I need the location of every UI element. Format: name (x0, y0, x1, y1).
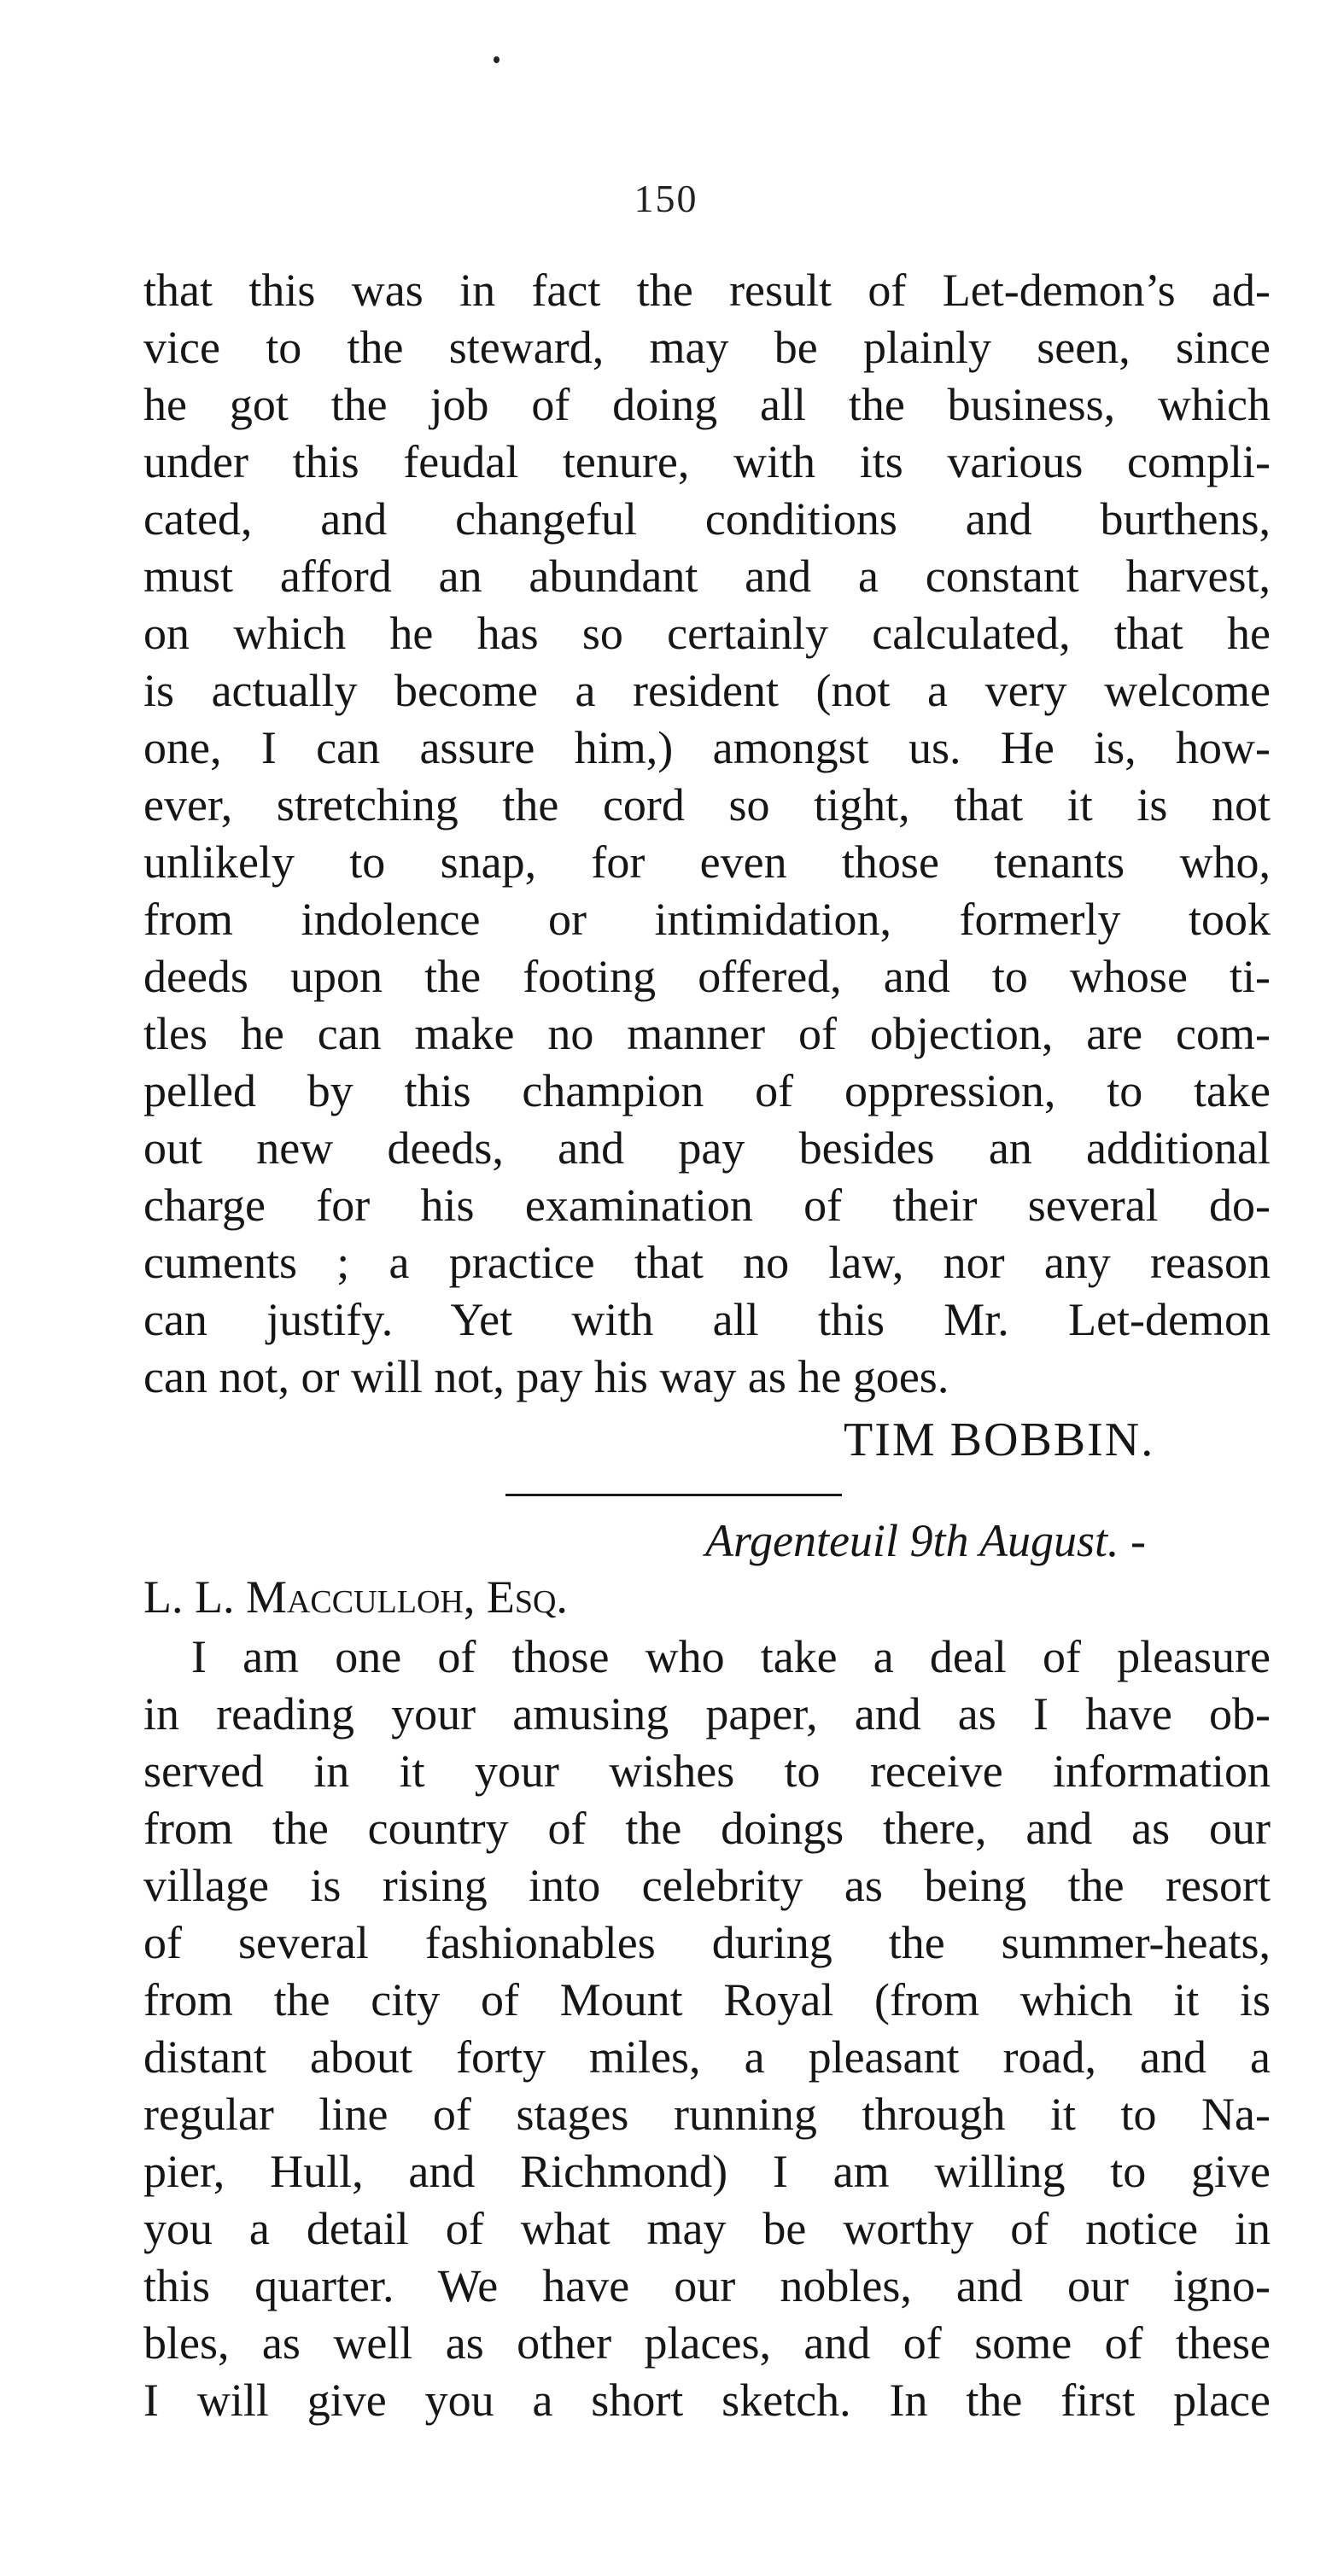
text-line: that this was in fact the result of Let-demon’s ad- (143, 265, 1271, 316)
text-line: of several fashionables during the summer-heats, (143, 1917, 1271, 1968)
page-number: 150 (634, 177, 698, 220)
text-line: regular line of stages running through it to Na- (143, 2089, 1271, 2140)
text-line: this quarter. We have our nobles, and our igno- (143, 2260, 1271, 2311)
text-line: from the country of the doings there, and as our (143, 1803, 1271, 1854)
text-line: can justify. Yet with all this Mr. Let-demon (143, 1294, 1271, 1345)
text-line: in reading your amusing paper, and as I have ob- (143, 1688, 1271, 1740)
text-line: tles he can make no manner of objection, are com- (143, 1008, 1271, 1059)
text-line: bles, as well as other places, and of some of these (143, 2317, 1271, 2369)
text-line: on which he has so certainly calculated, that he (143, 608, 1271, 659)
text-line: pelled by this champion of oppression, to take (143, 1065, 1271, 1116)
ink-speck (494, 56, 500, 63)
text-line: I will give you a short sketch. In the first place (143, 2375, 1271, 2426)
text-line: under this feudal tenure, with its various compli- (143, 436, 1271, 487)
text-line: served in it your wishes to receive information (143, 1746, 1271, 1797)
text-line: vice to the steward, may be plainly seen, since (143, 322, 1271, 373)
text-line: pier, Hull, and Richmond) I am willing to give (143, 2146, 1271, 2197)
text-line: village is rising into celebrity as being the resort (143, 1860, 1271, 1911)
text-line: deeds upon the footing offered, and to whose ti- (143, 951, 1271, 1002)
text-line: distant about forty miles, a pleasant road, and a (143, 2031, 1271, 2083)
signature: TIM BOBBIN. (844, 1413, 1155, 1466)
text-line: from the city of Mount Royal (from which it is (143, 1974, 1271, 2025)
text-line: from indolence or intimidation, formerly took (143, 894, 1271, 945)
text-line: can not, or will not, pay his way as he goes. (143, 1351, 949, 1402)
text-line: is actually become a resident (not a very welcome (143, 665, 1271, 716)
text-line: I am one of those who take a deal of pleasure (191, 1631, 1271, 1682)
text-line: charge for his examination of their several do- (143, 1180, 1271, 1231)
text-line: you a detail of what may be worthy of notice in (143, 2203, 1271, 2254)
dateline: Argenteuil 9th August. - (705, 1515, 1146, 1566)
text-line: out new deeds, and pay besides an additional (143, 1122, 1271, 1174)
salutation: L. L. Macculloh, Esq. (143, 1571, 568, 1623)
text-line: cated, and changeful conditions and burthens, (143, 493, 1271, 545)
text-line: cuments ; a practice that no law, nor any reason (143, 1237, 1271, 1288)
text-line: one, I can assure him,) amongst us. He is, how- (143, 722, 1271, 773)
text-line: he got the job of doing all the business, which (143, 379, 1271, 430)
text-line: must afford an abundant and a constant harvest, (143, 551, 1271, 602)
text-line: unlikely to snap, for even those tenants who, (143, 836, 1271, 888)
section-divider (505, 1494, 842, 1496)
text-line: ever, stretching the cord so tight, that it is not (143, 779, 1271, 830)
